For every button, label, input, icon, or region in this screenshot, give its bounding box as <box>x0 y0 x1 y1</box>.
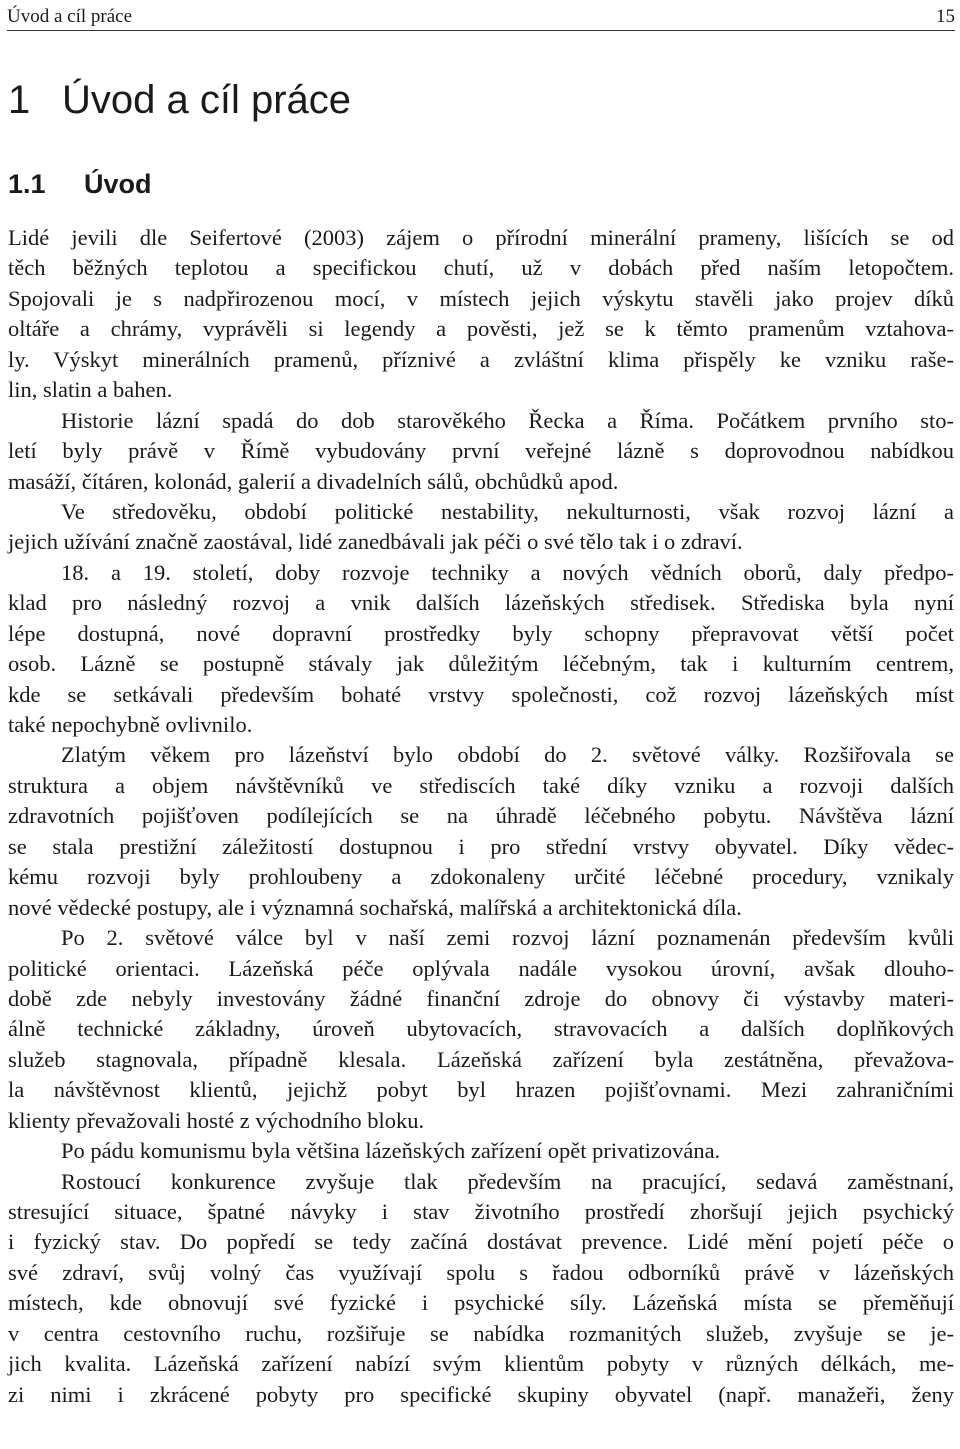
text-line: klienty převažovali hosté z východního bloku. <box>8 1107 425 1133</box>
text-line: álně technické základny, úroveň ubytovacích, stravovacích a dalších doplňkových <box>8 1016 954 1042</box>
text-line: jejich užívání značně zaostával, lidé zanedbávali jak péči o své tělo tak i o zdraví. <box>8 529 743 555</box>
text-line: se stala prestižní záležitostí dostupnou i pro střední vrstvy obyvatel. Díky vědec- <box>8 833 954 859</box>
text-line: struktura a objem návštěvníků ve střediscích také díky vzniku a rozvoji dalších <box>8 772 954 798</box>
text-line: Zlatým věkem pro lázeňství bylo období do 2. světové války. Rozšiřovala se <box>61 742 954 768</box>
text-line: Ve středověku, období politické nestability, nekulturnosti, však rozvoj lázní a <box>61 498 954 524</box>
body-text <box>8 223 954 1410</box>
text-line: oltáře a chrámy, vyprávěli si legendy a pověsti, jež se k těmto pramenům vztahova- <box>8 316 954 342</box>
chapter-title: Úvod a cíl práce <box>62 78 352 122</box>
text-line: i fyzický stav. Do popředí se tedy začíná dostávat prevence. Lidé mění pojetí péče o <box>8 1229 954 1255</box>
text-line: jich kvalita. Lázeňská zařízení nabízí svým klientům pobyty v různých délkách, me- <box>8 1351 954 1377</box>
text-line: osob. Lázně se postupně stávaly jak důležitým léčebným, tak i kulturním centrem, <box>8 651 954 677</box>
text-line: zi nimi i zkrácené pobyty pro specifické skupiny obyvatel (např. manažeři, ženy <box>8 1381 954 1407</box>
text-line: lin, slatin a bahen. <box>8 377 173 403</box>
section-title: Úvod <box>84 169 152 199</box>
text-line: Historie lázní spadá do dob starověkého Řecka a Říma. Počátkem prvního sto- <box>61 407 954 433</box>
text-line: Rostoucí konkurence zvyšuje tlak především na pracující, sedavá zaměstnaní, <box>61 1168 954 1194</box>
text-line: Lidé jevili dle Seifertové (2003) zájem o přírodní minerální prameny, lišících se od <box>8 225 954 250</box>
text-line: služeb stagnovala, případně klesala. Lázeňská zařízení byla zestátněna, převažova- <box>8 1046 954 1072</box>
chapter-number: 1 <box>8 78 31 122</box>
text-line: zdravotních pojišťoven podílejících se na úhradě léčebného pobytu. Návštěva lázní <box>8 803 954 829</box>
text-line: masáží, čítáren, kolonád, galerií a divadelních sálů, obchůdků apod. <box>8 468 619 494</box>
chapter-heading <box>8 74 351 126</box>
text-line: místech, kde obnovují své fyzické i psychické síly. Lázeňská místa se přeměňují <box>8 1290 954 1316</box>
text-line: své zdraví, svůj volný čas využívají spolu s řadou odborníků právě v lázeňských <box>8 1259 954 1285</box>
text-line: Spojovali je s nadpřirozenou mocí, v místech jejich výskytu stavěli jako projev díků <box>8 285 954 311</box>
text-line: nové vědecké postupy, ale i významná sochařská, malířská a architektonická díla. <box>8 894 742 920</box>
text-line: Po pádu komunismu byla většina lázeňských zařízení opět privatizována. <box>61 1138 721 1164</box>
section-heading <box>8 166 152 202</box>
running-header-title: Úvod a cíl práce <box>7 6 133 27</box>
text-line: těch běžných teplotou a specifickou chutí, už v dobách před naším letopočtem. <box>8 255 954 281</box>
page-number: 15 <box>936 6 955 27</box>
text-line: ly. Výskyt minerálních pramenů, příznivé a zvláštní klima přispěly ke vzniku raše- <box>8 346 954 372</box>
text-line: Po 2. světové válce byl v naší zemi rozvoj lázní poznamenán především kvůli <box>61 925 954 951</box>
text-line: klad pro následný rozvoj a vnik dalších lázeňských středisek. Střediska byla nyní <box>8 590 954 616</box>
text-line: kde se setkávali především bohaté vrstvy společnosti, což rozvoj lázeňských míst <box>8 681 954 707</box>
text-line: 18. a 19. století, doby rozvoje techniky a nových vědních oborů, daly předpo- <box>61 559 954 585</box>
text-line: la návštěvnost klientů, jejichž pobyt byl hrazen pojišťovnami. Mezi zahraničními <box>8 1077 954 1103</box>
text-line: politické orientaci. Lázeňská péče oplývala nadále vysokou úrovní, avšak dlouho- <box>8 955 954 981</box>
running-header <box>7 4 955 31</box>
text-line: letí byly právě v Římě vybudovány první veřejné lázně s doprovodnou nabídkou <box>8 438 954 464</box>
text-line: také nepochybně ovlivnilo. <box>8 712 253 737</box>
text-line: kému rozvoji byly prohloubeny a zdokonaleny určité léčebné procedury, vznikaly <box>8 864 954 890</box>
text-line: stresující situace, špatné návyky i stav životního prostředí zhoršují jejich psychický <box>8 1199 954 1224</box>
text-line: lépe dostupná, nové dopravní prostředky byly schopny přepravovat větší počet <box>8 620 954 646</box>
section-number: 1.1 <box>8 169 46 199</box>
text-line: době zde nebyly investovány žádné finanční zdroje do obnovy či výstavby materi- <box>8 985 954 1011</box>
text-line: v centra cestovního ruchu, rozšiřuje se nabídka rozmanitých služeb, zvyšuje se je- <box>8 1320 954 1346</box>
